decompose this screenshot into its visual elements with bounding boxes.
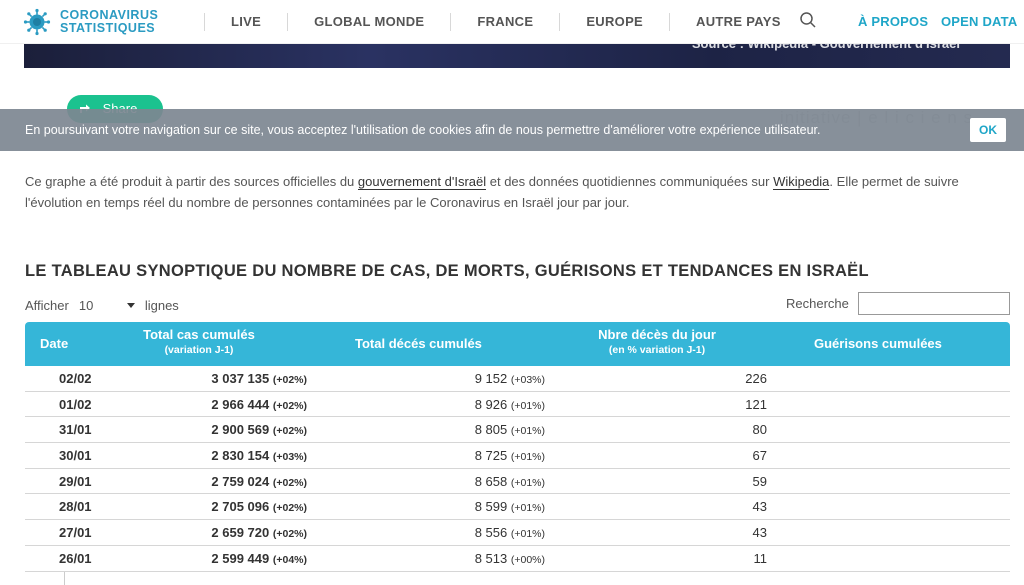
cell-date: 30/01 — [59, 448, 92, 464]
cell-total-deces-variation: (+01%) — [510, 451, 545, 464]
nav-item-europe[interactable]: EUROPE — [559, 13, 669, 31]
cell-date: 26/01 — [59, 550, 92, 566]
link-wikipedia[interactable]: Wikipedia — [773, 174, 830, 189]
lignes-label: lignes — [144, 297, 179, 313]
hero-banner — [24, 44, 1010, 68]
cell-total-deces-variation: (+01%) — [510, 476, 545, 489]
cookie-banner — [0, 109, 1024, 151]
cell-total-deces-value: 8 599 — [474, 499, 508, 515]
cell-total-deces — [475, 525, 545, 540]
cell-total-deces-variation: (+01%) — [510, 502, 545, 515]
cell-deces-jour: 226 — [745, 371, 767, 386]
top-navigation — [0, 0, 1024, 44]
cell-total-deces-value: 8 805 — [474, 422, 508, 438]
synoptic-table — [25, 322, 1010, 572]
description-part-1: Ce graphe a été produit à partir des sources officielles du — [25, 174, 358, 189]
nav-item-autre-pays[interactable]: AUTRE PAYS — [669, 13, 807, 31]
cell-date: 29/01 — [59, 473, 92, 489]
table-row — [25, 520, 1010, 546]
cell-total-deces-value: 8 556 — [474, 525, 508, 541]
link-gouvernement[interactable]: gouvernement d'Israël — [357, 174, 487, 189]
cell-total-deces — [475, 474, 545, 489]
nav-item-live[interactable]: LIVE — [204, 13, 287, 31]
cell-total-cas-value: 2 659 720 — [211, 525, 270, 541]
table-row — [25, 494, 1010, 520]
search-label: Recherche — [786, 296, 849, 311]
cell-total-cas — [211, 525, 307, 540]
table-header — [25, 322, 1010, 366]
cell-total-deces-variation: (+01%) — [510, 528, 545, 541]
table-row — [25, 392, 1010, 418]
logo-line-2: STATISTIQUES — [60, 20, 156, 35]
page-length-select[interactable] — [79, 296, 135, 314]
cell-date: 27/01 — [59, 525, 92, 541]
cell-total-deces — [475, 551, 545, 566]
cell-date: 01/02 — [59, 396, 92, 412]
table-search-input[interactable] — [858, 292, 1010, 315]
cell-total-cas-value: 2 599 449 — [211, 550, 270, 566]
cell-total-cas-value: 2 705 096 — [211, 499, 270, 515]
cell-total-cas-variation: (+02%) — [272, 502, 307, 515]
cell-deces-jour: 121 — [745, 396, 767, 412]
cell-total-cas — [211, 551, 307, 566]
cell-total-cas-variation: (+03%) — [272, 451, 307, 464]
cell-total-deces-variation: (+01%) — [510, 399, 545, 412]
page-length-value: 10 — [78, 297, 94, 313]
column-header-total-cas-label: Total cas cumulés — [143, 327, 255, 342]
column-header-deces-jour-label: Nbre décès du jour — [598, 327, 716, 342]
page-length-control — [25, 296, 179, 314]
cell-total-deces — [475, 397, 545, 412]
cell-total-deces-value: 8 658 — [474, 473, 508, 489]
cell-date: 28/01 — [59, 499, 92, 515]
column-header-total-cas[interactable] — [129, 327, 269, 356]
divider — [64, 572, 65, 585]
cookie-text: En poursuivant votre navigation sur ce site, vous acceptez l'utilisation de cookies afin de nous permettre d'améliorer votre expérience utilisateur. — [25, 123, 821, 137]
table-row — [25, 469, 1010, 495]
cell-total-cas-variation: (+02%) — [272, 425, 307, 438]
cell-total-deces-variation: (+03%) — [510, 374, 545, 386]
cell-total-deces-value: 8 725 — [474, 448, 508, 464]
section-title: LE TABLEAU SYNOPTIQUE DU NOMBRE DE CAS, DE MORTS, GUÉRISONS ET TENDANCES EN ISRAËL — [25, 262, 869, 280]
description-part-3: . Elle permet de suivre l'évolution en temps réel du nombre de personnes contaminées par le Coronavirus en Israël jour par jour. — [25, 174, 959, 210]
search-icon[interactable] — [799, 11, 817, 29]
table-row — [25, 417, 1010, 443]
table-row — [25, 366, 1010, 392]
cell-total-deces-value: 8 513 — [474, 550, 508, 566]
table-row — [25, 546, 1010, 572]
nav-link-open-data[interactable]: OPEN DATA — [941, 14, 1018, 29]
cell-deces-jour: 43 — [752, 525, 767, 541]
table-row — [25, 443, 1010, 469]
cell-date: 02/02 — [59, 371, 92, 386]
column-header-total-cas-sub: (variation J-1) — [164, 344, 234, 356]
cell-total-cas — [211, 397, 307, 412]
column-header-guerisons[interactable]: Guérisons cumulées — [814, 336, 942, 351]
cell-total-deces — [475, 371, 545, 386]
afficher-label: Afficher — [25, 297, 69, 313]
cell-total-cas — [211, 474, 307, 489]
cell-deces-jour: 80 — [752, 422, 767, 438]
cell-total-cas-value: 3 037 135 — [211, 371, 270, 386]
cell-total-cas — [211, 371, 307, 386]
site-logo[interactable] — [24, 9, 204, 35]
cell-deces-jour: 43 — [752, 499, 767, 515]
cell-total-deces — [475, 448, 545, 463]
cell-total-cas — [211, 499, 307, 514]
column-header-deces-jour[interactable] — [587, 327, 727, 356]
cell-total-deces-value: 9 152 — [474, 371, 508, 386]
virus-logo-icon — [24, 9, 50, 35]
column-header-date[interactable]: Date — [40, 336, 69, 351]
column-header-deces-jour-sub: (en % variation J-1) — [608, 344, 706, 356]
nav-menu — [204, 0, 807, 44]
cell-deces-jour: 59 — [752, 473, 767, 489]
cell-total-cas-variation: (+02%) — [272, 528, 307, 541]
nav-item-global-monde[interactable]: GLOBAL MONDE — [287, 13, 450, 31]
cell-total-deces — [475, 499, 545, 514]
cell-total-cas-variation: (+02%) — [272, 374, 307, 386]
cell-total-cas-value: 2 966 444 — [211, 396, 270, 412]
cell-total-cas — [211, 448, 307, 463]
nav-item-france[interactable]: FRANCE — [450, 13, 559, 31]
logo-text — [60, 9, 158, 35]
logo-line-1: CORONAVIRUS — [60, 7, 159, 22]
cell-total-deces-variation: (+01%) — [510, 425, 545, 438]
description-text — [25, 171, 1005, 213]
cell-deces-jour: 67 — [752, 448, 767, 464]
cell-total-deces-variation: (+00%) — [510, 553, 545, 566]
cell-total-cas-value: 2 900 569 — [211, 422, 270, 438]
cookie-ok-button[interactable]: OK — [970, 118, 1006, 142]
cell-total-cas — [211, 422, 307, 437]
cell-deces-jour: 11 — [753, 550, 767, 566]
cell-total-cas-variation: (+04%) — [272, 553, 307, 566]
cell-total-cas-value: 2 759 024 — [211, 473, 270, 489]
chevron-down-icon — [127, 303, 135, 308]
description-part-2: et des données quotidiennes communiquées sur — [486, 174, 774, 189]
cell-date: 31/01 — [59, 422, 92, 438]
cell-total-deces — [475, 422, 545, 437]
cell-total-cas-variation: (+02%) — [272, 399, 307, 412]
column-header-total-deces[interactable]: Total décés cumulés — [355, 336, 482, 351]
cell-total-cas-variation: (+02%) — [272, 476, 307, 489]
cell-total-cas-value: 2 830 154 — [211, 448, 270, 464]
cell-total-deces-value: 8 926 — [474, 396, 508, 412]
nav-link-apropos[interactable]: À PROPOS — [858, 14, 929, 29]
